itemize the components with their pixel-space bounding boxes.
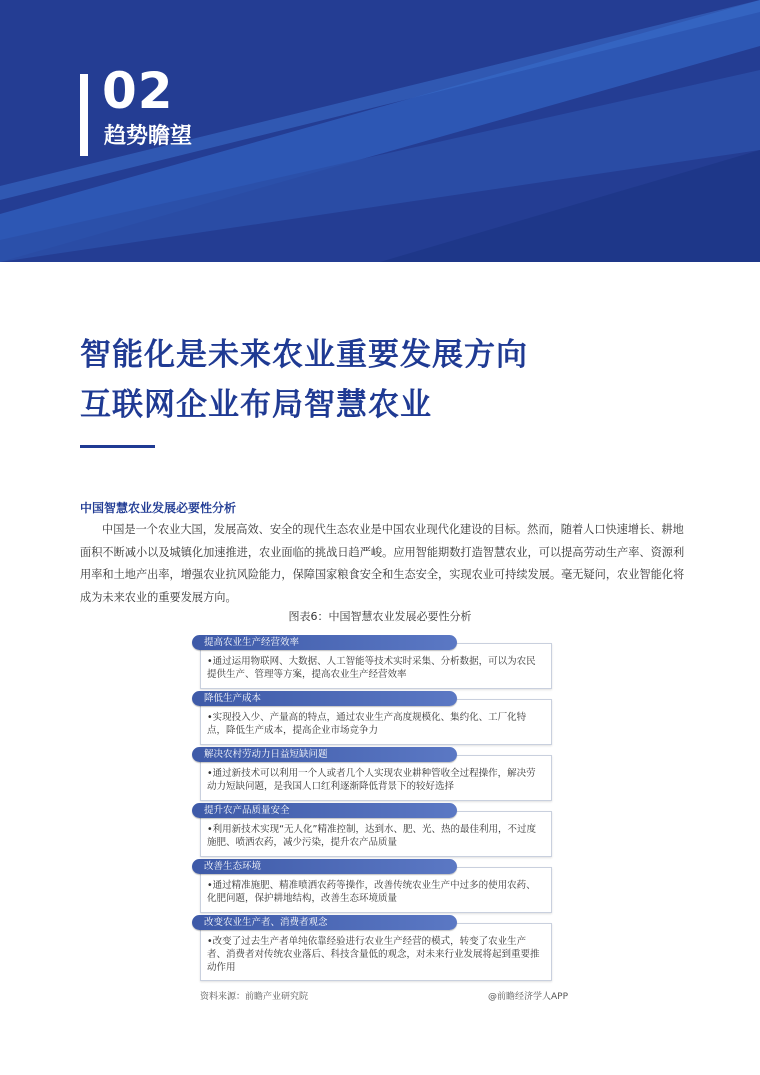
figure-pill-2: 降低生产成本 xyxy=(192,691,457,706)
figure-pill-4: 提升农产品质量安全 xyxy=(192,803,457,818)
figure-pill-6: 改变农业生产者、消费者观念 xyxy=(192,915,457,930)
figure-credit: @前瞻经济学人APP xyxy=(488,992,569,1002)
section-number: 02 xyxy=(102,62,174,120)
headline-line-1: 智能化是未来农业重要发展方向 xyxy=(80,337,528,373)
headline-underline xyxy=(80,445,155,448)
figure-source: 资料来源：前瞻产业研究院 xyxy=(200,992,309,1002)
figure-text-1: •通过运用物联网、大数据、人工智能等技术实时采集、分析数据，可以为农民提供生产、管理等方案，提高农业生产经营效率 xyxy=(207,656,536,680)
figure-text-4: •利用新技术实现“无人化”精准控制，达到水、肥、光、热的最佳利用，不过度施肥、喷洒农药，减少污染，提升农产品质量 xyxy=(207,824,536,848)
figure-text-2: •实现投入少、产量高的特点，通过农业生产高度规模化、集约化、工厂化特点，降低生产成本，提高企业市场竞争力 xyxy=(207,712,527,736)
figure-text-5: •通过精准施肥、精准喷洒农药等操作，改善传统农业生产中过多的使用农药、化肥问题，保护耕地结构，改善生态环境质量 xyxy=(207,880,536,904)
header-banner xyxy=(0,0,760,262)
section-title: 趋势瞻望 xyxy=(104,124,193,149)
figure-pill-5: 改善生态环境 xyxy=(192,859,457,874)
figure-pill-1: 提高农业生产经营效率 xyxy=(192,635,457,650)
figure-pill-3: 解决农村劳动力日益短缺问题 xyxy=(192,747,457,762)
section-bar xyxy=(80,74,88,156)
figure-text-3: •通过新技术可以利用一个人或者几个人实现农业耕种管收全过程操作，解决劳动力短缺问题，是我国人口红利逐渐降低背景下的较好选择 xyxy=(207,768,536,792)
figure-title: 图表6：中国智慧农业发展必要性分析 xyxy=(288,610,472,623)
body-paragraph: 中国是一个农业大国，发展高效、安全的现代生态农业是中国农业现代化建设的目标。然而，随着人口快速增长、耕地面积不断减小以及城镇化加速推进，农业面临的挑战日趋严峻。应用智能期数打造智慧农业，可以提高劳动生产率、资源利用率和土地产出率，增强农业抗风险能力，保障国家粮食安全和生态安全，实现农业可持续发展。毫无疑问，农业智能化将成为未来农业的重要发展方向。 xyxy=(80,523,685,604)
subheading: 中国智慧农业发展必要性分析 xyxy=(80,501,237,515)
figure-text-6: •改变了过去生产者单纯依靠经验进行农业生产经营的模式，转变了农业生产者、消费者对传统农业落后、科技含量低的观念，对未来行业发展将起到重要推动作用 xyxy=(207,936,540,973)
headline-line-2: 互联网企业布局智慧农业 xyxy=(80,387,432,423)
